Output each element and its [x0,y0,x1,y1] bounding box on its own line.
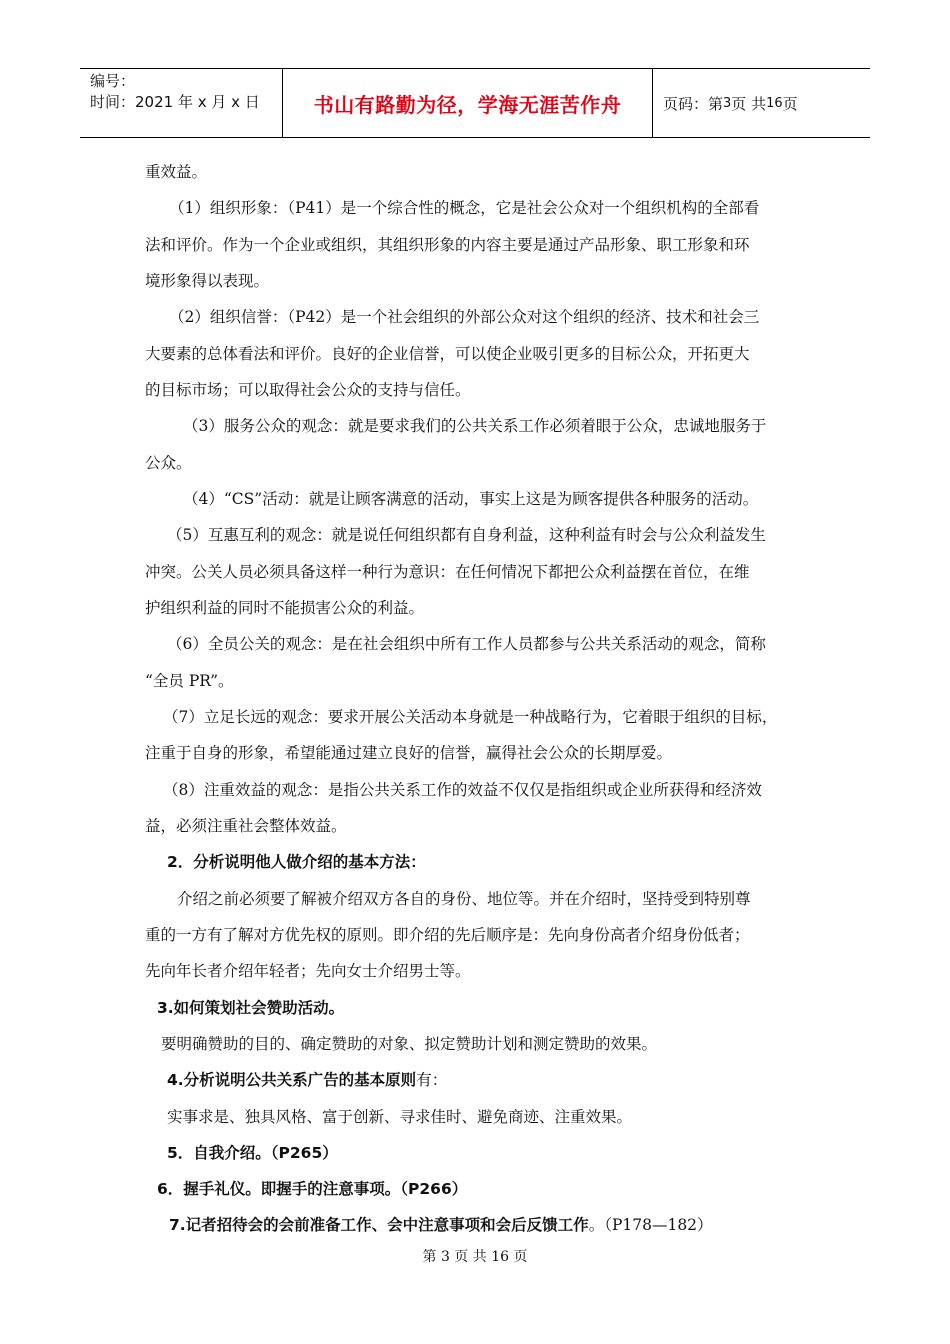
header-page-total: 16 [766,95,783,111]
body-line: 重的一方有了解对方优先权的原则。即介绍的先后顺序是：先向身份高者介绍身份低者； [145,926,750,944]
body-line: 的目标市场；可以取得社会公众的支持与信任。 [145,381,471,399]
section-heading-line [169,1215,713,1235]
section-heading: 2．分析说明他人做介绍的基本方法： [167,853,426,871]
body-line: 益，必须注重社会整体效益。 [145,817,347,835]
section-heading: 6．握手礼仪。即握手的注意事项。（P266） [157,1180,468,1198]
body-line: （5）互惠互利的观念：就是说任何组织都有自身利益，这种利益有时会与公众利益发生 [167,526,766,544]
header-page-current: 3 [723,95,732,111]
header-page-suffix: 页 [782,94,798,113]
header-info [80,69,283,137]
body-line: （2）组织信誉：（P42）是一个社会组织的外部公众对这个组织的经济、技术和社会三 [169,308,760,326]
body-line: 介绍之前必须要了解被介绍双方各自的身份、地位等。并在介绍时，坚持受到特别尊 [177,890,751,908]
header-number-label: 编号： [90,72,136,90]
body-line: 实事求是、独具风格、富于创新、寻求佳时、避免商迹、注重效果。 [167,1108,633,1126]
header-page-prefix: 页码：第 [663,94,724,113]
section-heading-line [167,1070,447,1090]
body-line: 注重于自身的形象，希望能通过建立良好的信誉，赢得社会公众的长期厚爱。 [145,744,673,762]
header-motto: 书山有路勤为径，学海无涯苦作舟 [283,69,653,137]
page-footer: 第 3 页 共 16 页 [422,1249,528,1265]
header-page-indicator [653,69,870,137]
section-heading: 4.分析说明公共关系广告的基本原则 [167,1071,417,1089]
body-line: 公众。 [145,454,192,472]
body-line: 境形象得以表现。 [145,272,270,290]
body-line: 先向年长者介绍年轻者；先向女士介绍男士等。 [145,962,471,980]
body-line: （6）全员公关的观念：是在社会组织中所有工作人员都参与公共关系活动的观念，简称 [167,635,766,653]
body-line: 护组织利益的同时不能损害公众的利益。 [145,599,425,617]
section-heading: 3.如何策划社会赞助活动。 [157,999,345,1017]
body-line: （1）组织形象：（P41）是一个综合性的概念，它是社会公众对一个组织机构的全部看 [169,199,760,217]
body-line: （3）服务公众的观念：就是要求我们的公共关系工作必须着眼于公众，忠诚地服务于 [183,417,767,435]
header-page-mid: 页 共 [731,94,767,113]
header-date: 时间：2021 年 x 月 x 日 [90,93,260,111]
body-line: （4）“CS”活动：就是让顾客满意的活动，事实上这是为顾客提供各种服务的活动。 [183,490,759,508]
section-heading: 5．自我介绍。（P265） [167,1144,338,1162]
body-line: 要明确赞助的目的、确定赞助的对象、拟定赞助计划和测定赞助的效果。 [161,1035,658,1053]
section-heading-tail: 有： [416,1071,448,1089]
body-line: （7）立足长远的观念：要求开展公关活动本身就是一种战略行为，它着眼于组织的目标， [163,708,778,726]
body-line: 冲突。公关人员必须具备这样一种行为意识：在任何情况下都把公众利益摆在首位，在维 [145,563,750,581]
page-header [80,68,870,138]
body-line: 法和评价。作为一个企业或组织，其组织形象的内容主要是通过产品形象、职工形象和环 [145,236,750,254]
section-heading-tail: 。（P178—182） [588,1216,713,1234]
section-heading: 7.记者招待会的会前准备工作、会中注意事项和会后反馈工作 [169,1216,589,1234]
body-line: 大要素的总体看法和评价。良好的企业信誉，可以使企业吸引更多的目标公众，开拓更大 [145,345,750,363]
body-line: （8）注重效益的观念：是指公共关系工作的效益不仅仅是指组织或企业所获得和经济效 [163,781,762,799]
body-line: 重效益。 [145,163,208,181]
body-line: “全员 PR”。 [145,672,234,690]
